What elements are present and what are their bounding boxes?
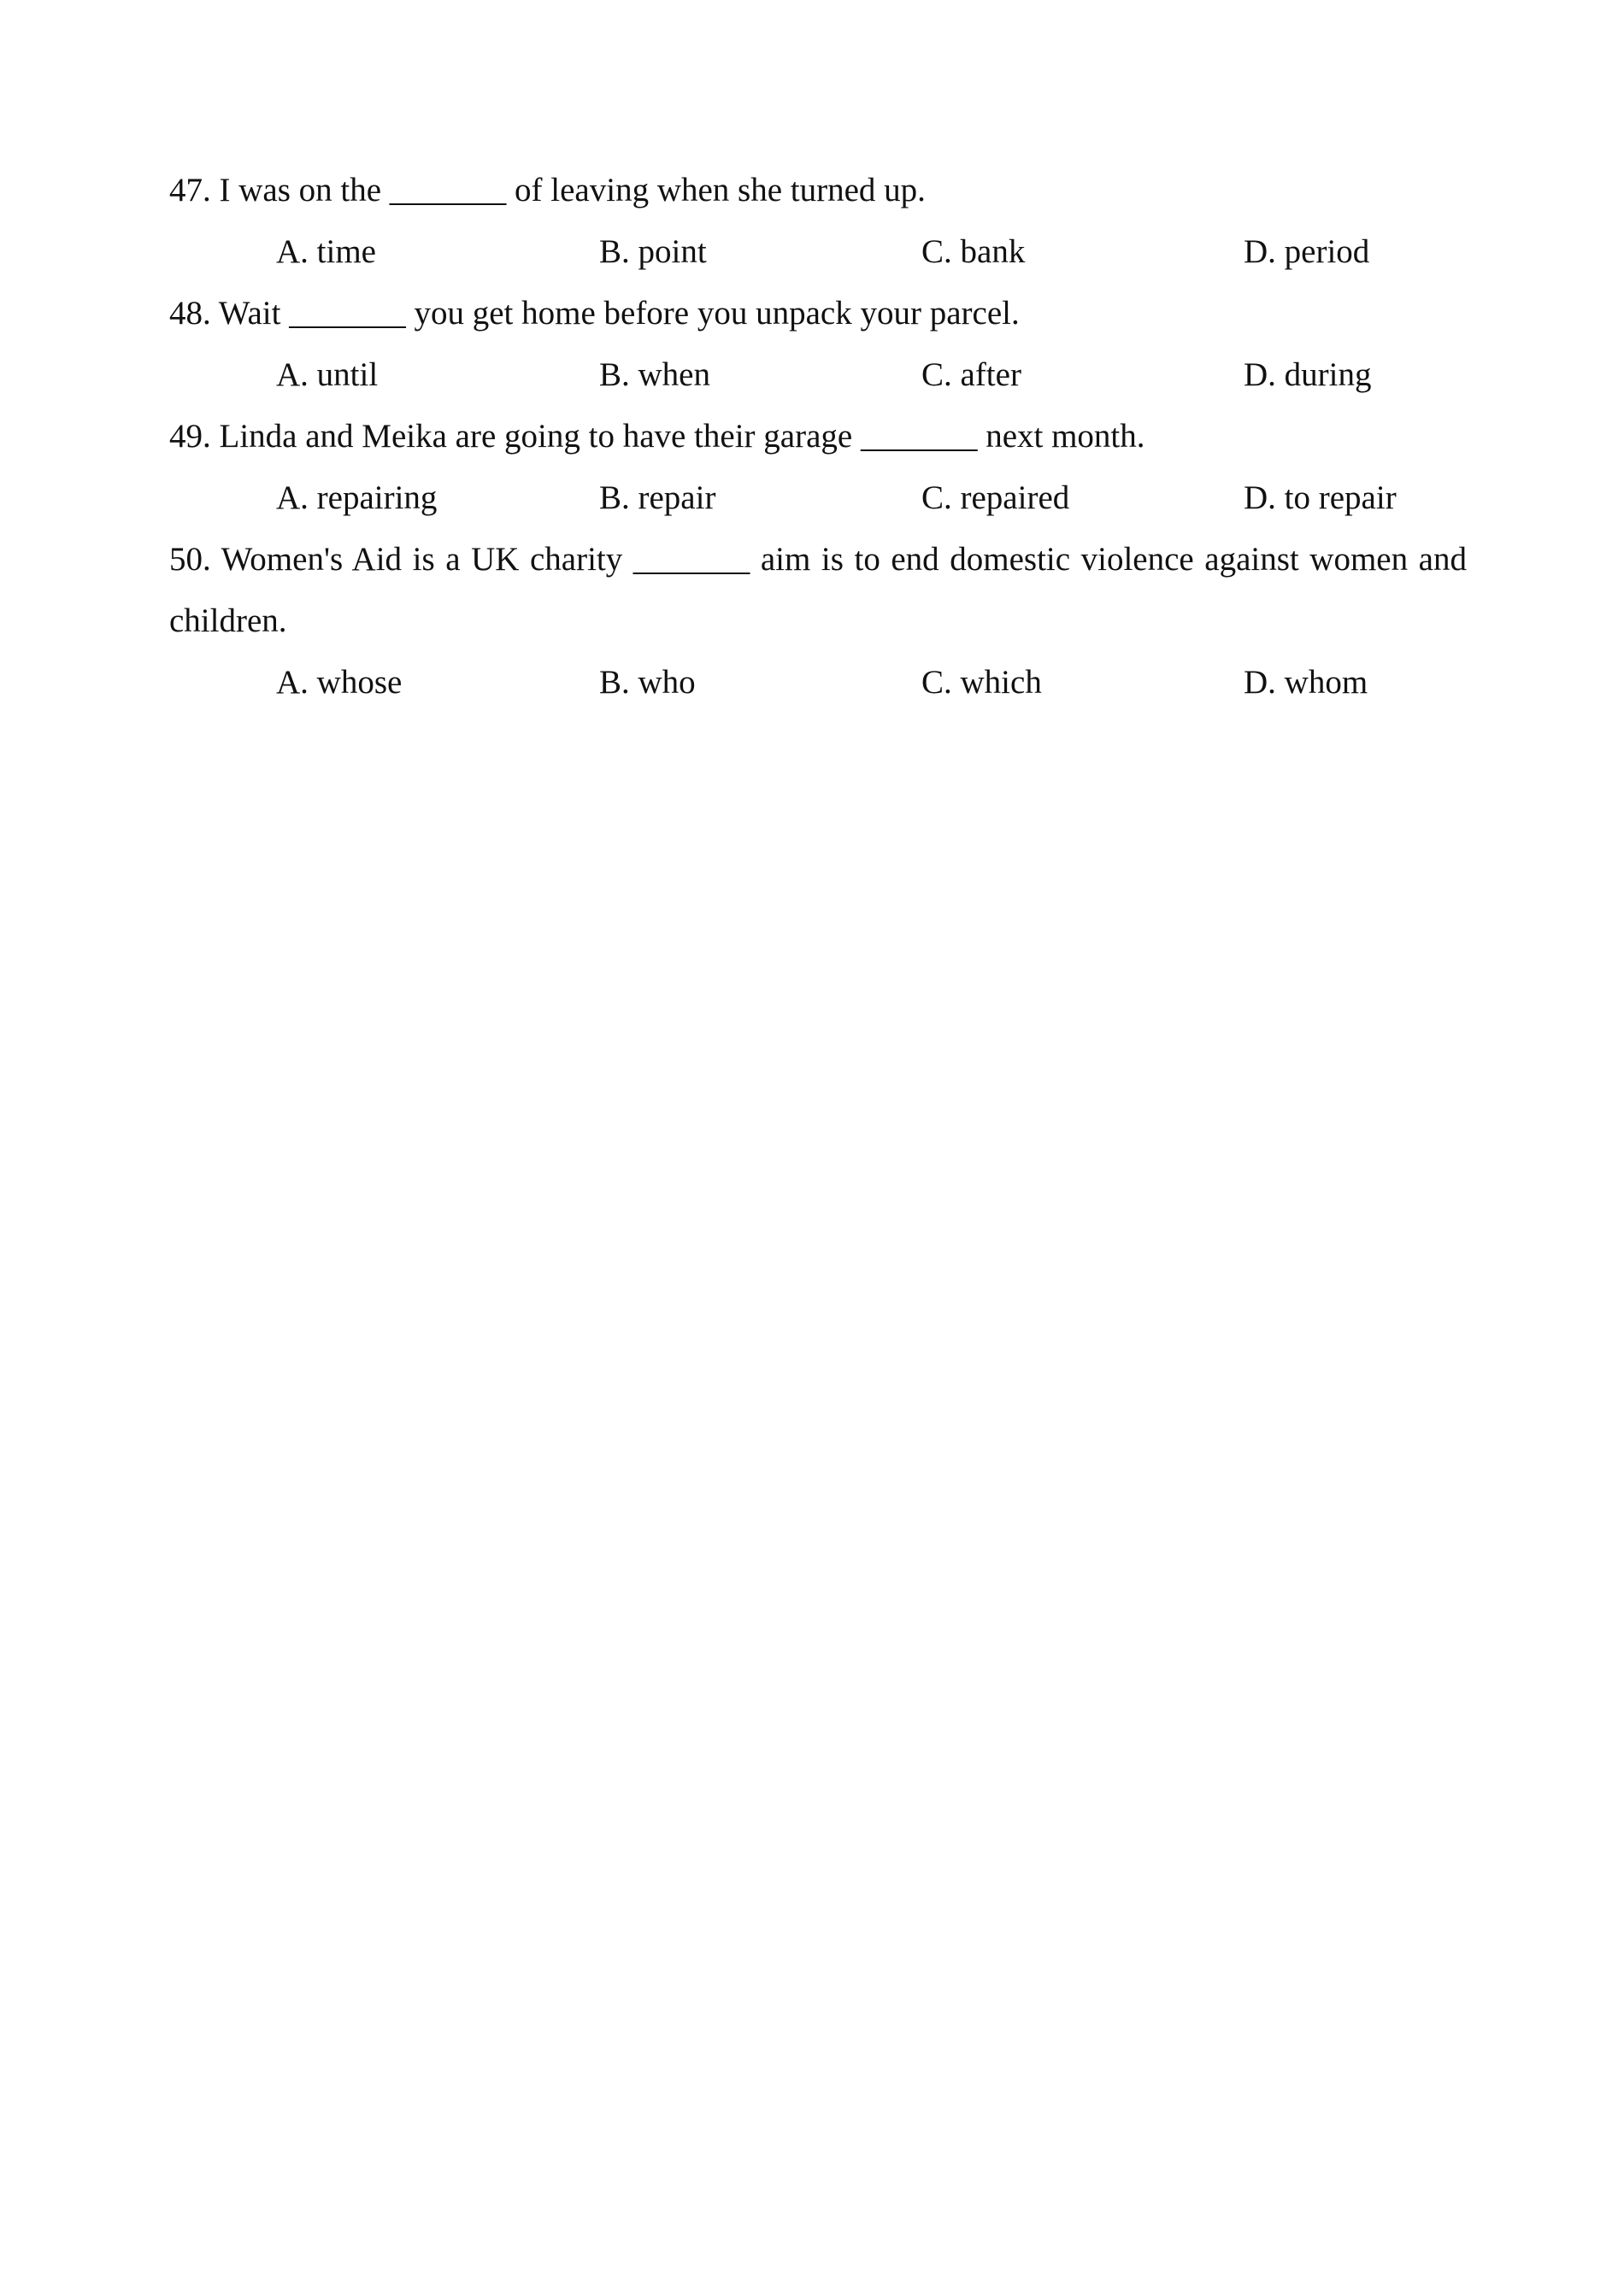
option-c: C. repaired <box>921 479 1070 516</box>
option-a: A. whose <box>276 664 403 701</box>
question-50-options <box>0 652 1624 713</box>
question-50-stem: 50. Women's Aid is a UK charity _______ aim is to end domestic violence against women and children. <box>169 541 1467 639</box>
option-d: D. to repair <box>1244 479 1397 516</box>
question-49-stem: 49. Linda and Meika are going to have their garage _______ next month. <box>169 418 1145 455</box>
option-a: A. until <box>276 356 379 393</box>
option-b: B. point <box>599 233 707 270</box>
question-48-options <box>0 344 1624 406</box>
option-d: D. period <box>1244 233 1370 270</box>
option-b: B. who <box>599 664 696 701</box>
option-d: D. whom <box>1244 664 1368 701</box>
option-c: C. after <box>921 356 1021 393</box>
option-a: A. repairing <box>276 479 438 516</box>
option-a: A. time <box>276 233 376 270</box>
question-49-options <box>0 467 1624 529</box>
question-47-stem: 47. I was on the _______ of leaving when she turned up. <box>169 172 926 208</box>
question-48-stem: 48. Wait _______ you get home before you unpack your parcel. <box>169 295 1020 332</box>
option-c: C. which <box>921 664 1042 701</box>
option-d: D. during <box>1244 356 1372 393</box>
option-b: B. when <box>599 356 710 393</box>
question-47-options <box>0 221 1624 283</box>
option-c: C. bank <box>921 233 1026 270</box>
option-b: B. repair <box>599 479 716 516</box>
